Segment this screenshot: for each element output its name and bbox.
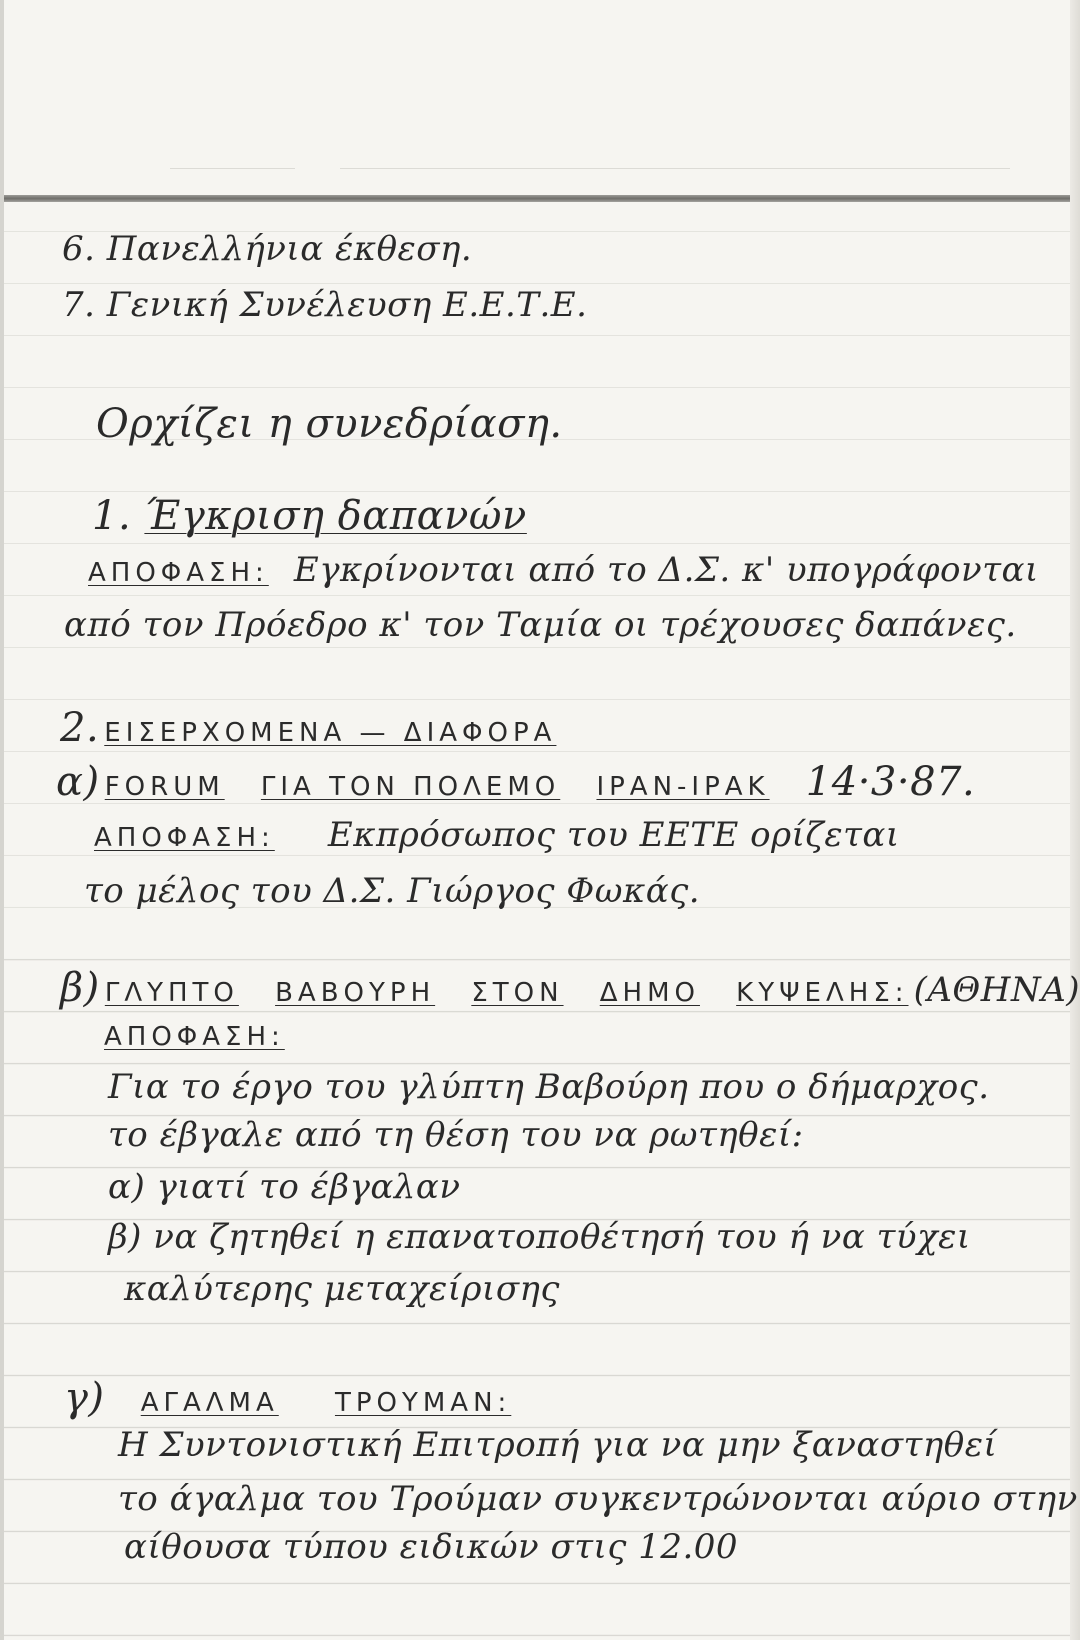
agenda-item-number: 6. bbox=[62, 229, 96, 269]
decision-text: Εκπρόσωπος του ΕΕΤΕ ορίζεται bbox=[327, 815, 900, 855]
sub-item-c-heading bbox=[64, 1375, 512, 1421]
sub-item-b-decision-line-4: β) να ζητηθεί η επανατοποθέτησή του ή να τύχει bbox=[108, 1217, 971, 1257]
agenda-item-6 bbox=[62, 229, 473, 269]
agenda-item-7 bbox=[62, 285, 588, 325]
sub-item-b-decision-line-1: Για το έργο του γλύπτη Βαβούρη που ο δήμαρχος. bbox=[108, 1067, 990, 1107]
sub-item-title-part: ΔΗΜΟ bbox=[599, 978, 700, 1008]
sub-item-location: (ΑΘΗΝΑ) bbox=[913, 970, 1080, 1010]
sub-item-c-line-3: αίθουσα τύπου ειδικών στις 12.00 bbox=[124, 1527, 739, 1567]
sub-item-title-part: ΑΓΑΛΜΑ bbox=[140, 1388, 279, 1418]
sub-item-a-heading bbox=[56, 759, 976, 805]
sub-item-c-line-1: Η Συντονιστική Επιτροπή για να μην ξαναστηθεί bbox=[118, 1425, 998, 1465]
decision-label: ΑΠΟΦΑΣΗ: bbox=[94, 823, 275, 853]
item-1-decision-line-1 bbox=[88, 550, 1039, 590]
sub-item-a-decision-line-2: το μέλος του Δ.Σ. Γιώργος Φωκάς. bbox=[84, 871, 701, 911]
sub-item-b-decision-line-2: το έβγαλε από τη θέση του να ρωτηθεί: bbox=[108, 1115, 804, 1155]
sub-item-title-part: ΓΙΑ ΤΟΝ ΠΟΛΕΜΟ bbox=[260, 772, 561, 802]
item-number: 2. bbox=[60, 705, 100, 751]
decision-text: Εγκρίνονται από το Δ.Σ. κ' υπογράφονται bbox=[293, 550, 1039, 590]
item-1-heading bbox=[92, 493, 527, 539]
sub-item-title-part: ΙΡΑΝ-ΙΡΑΚ bbox=[596, 772, 770, 802]
item-title: Έγκριση δαπανών bbox=[144, 493, 527, 539]
sub-item-b-decision-label: ΑΠΟΦΑΣΗ: bbox=[104, 1022, 285, 1052]
item-title: ΕΙΣΕΡΧΟΜΕΝΑ — ΔΙΑΦΟΡΑ bbox=[104, 718, 557, 748]
sub-item-title-part: ΤΡΟΥΜΑΝ: bbox=[334, 1388, 512, 1418]
sub-item-c-line-2: το άγαλμα του Τρούμαν συγκεντρώνονται αύριο στην bbox=[118, 1479, 1078, 1519]
sub-item-b-heading bbox=[60, 965, 1080, 1011]
sub-item-title-part: ΣΤΟΝ bbox=[471, 978, 564, 1008]
agenda-item-number: 7. bbox=[62, 285, 96, 325]
sub-item-title-part: FORUM bbox=[104, 772, 225, 802]
sub-item-b-decision-line-3: α) γιατί το έβγαλαν bbox=[108, 1167, 461, 1207]
sub-item-date: 14·3·87. bbox=[805, 759, 976, 805]
meeting-opening: Ορχίζει η συνεδρίαση. bbox=[96, 401, 563, 447]
decision-label: ΑΠΟΦΑΣΗ: bbox=[88, 558, 269, 588]
sub-item-title-part: ΓΛΥΠΤΟ bbox=[104, 978, 239, 1008]
sub-item-a-decision-line-1 bbox=[94, 815, 900, 855]
sub-item-label: β) bbox=[60, 965, 100, 1011]
agenda-item-text: Πανελλήνια έκθεση. bbox=[106, 229, 473, 269]
item-number: 1. bbox=[92, 493, 132, 539]
item-2-heading bbox=[60, 705, 557, 751]
sub-item-label: α) bbox=[56, 759, 100, 805]
item-1-decision-line-2: από τον Πρόεδρο κ' τον Ταμία οι τρέχουσες δαπάνες. bbox=[64, 605, 1017, 645]
sub-item-title-part: ΒΑΒΟΥΡΗ bbox=[275, 978, 436, 1008]
agenda-item-text: Γενική Συνέλευση Ε.Ε.Τ.Ε. bbox=[106, 285, 588, 325]
sub-item-title-part: ΚΥΨΕΛΗΣ: bbox=[736, 978, 909, 1008]
sub-item-b-decision-line-5: καλύτερης μεταχείρισης bbox=[124, 1269, 560, 1309]
sub-item-label: γ) bbox=[64, 1375, 105, 1421]
